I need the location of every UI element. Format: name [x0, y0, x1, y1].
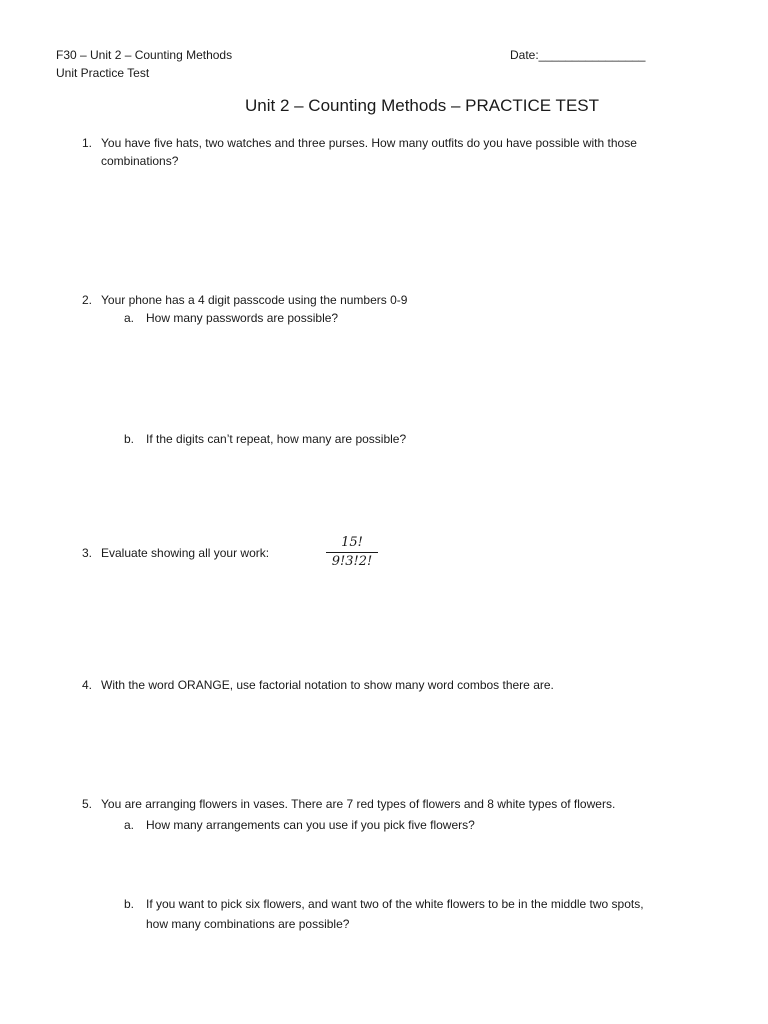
fraction-bar — [326, 552, 378, 553]
question-2a-label: a. — [124, 311, 135, 325]
question-5a-label: a. — [124, 818, 135, 832]
question-3-number: 3. — [81, 546, 92, 560]
question-3-text: Evaluate showing all your work: — [101, 546, 270, 560]
question-5b-text-line2: how many combinations are possible? — [146, 917, 350, 931]
fraction-numerator: 15! — [341, 535, 363, 550]
question-2b-label: b. — [124, 432, 135, 446]
question-1-number: 1. — [81, 136, 92, 150]
fraction-denominator: 9!3!2! — [331, 554, 373, 569]
question-2b-text: If the digits can’t repeat, how many are possible? — [146, 432, 407, 446]
question-2-text: Your phone has a 4 digit passcode using the numbers 0-9 — [101, 293, 408, 307]
question-1-text-line1: You have five hats, two watches and three purses. How many outfits do you have possible with those — [101, 136, 637, 150]
question-5a-text: How many arrangements can you use if you pick five flowers? — [146, 818, 475, 832]
question-4-text: With the word ORANGE, use factorial notation to show many word combos there are. — [101, 678, 554, 692]
question-5-text: You are arranging flowers in vases. There are 7 red types of flowers and 8 white types of flowers. — [101, 797, 616, 811]
factorial-fraction — [326, 535, 378, 570]
question-5-number: 5. — [81, 797, 92, 811]
page-title: Unit 2 – Counting Methods – PRACTICE TEST — [245, 96, 600, 115]
date-field-label: Date:________________ — [510, 48, 646, 62]
question-2-number: 2. — [81, 293, 92, 307]
course-header: F30 – Unit 2 – Counting Methods — [56, 48, 233, 62]
question-5b-text-line1: If you want to pick six flowers, and want two of the white flowers to be in the middle two spots, — [146, 897, 644, 911]
test-subtitle: Unit Practice Test — [56, 66, 150, 80]
question-1-text-line2: combinations? — [101, 154, 179, 168]
question-4-number: 4. — [81, 678, 92, 692]
question-5b-label: b. — [124, 897, 135, 911]
question-2a-text: How many passwords are possible? — [146, 311, 339, 325]
